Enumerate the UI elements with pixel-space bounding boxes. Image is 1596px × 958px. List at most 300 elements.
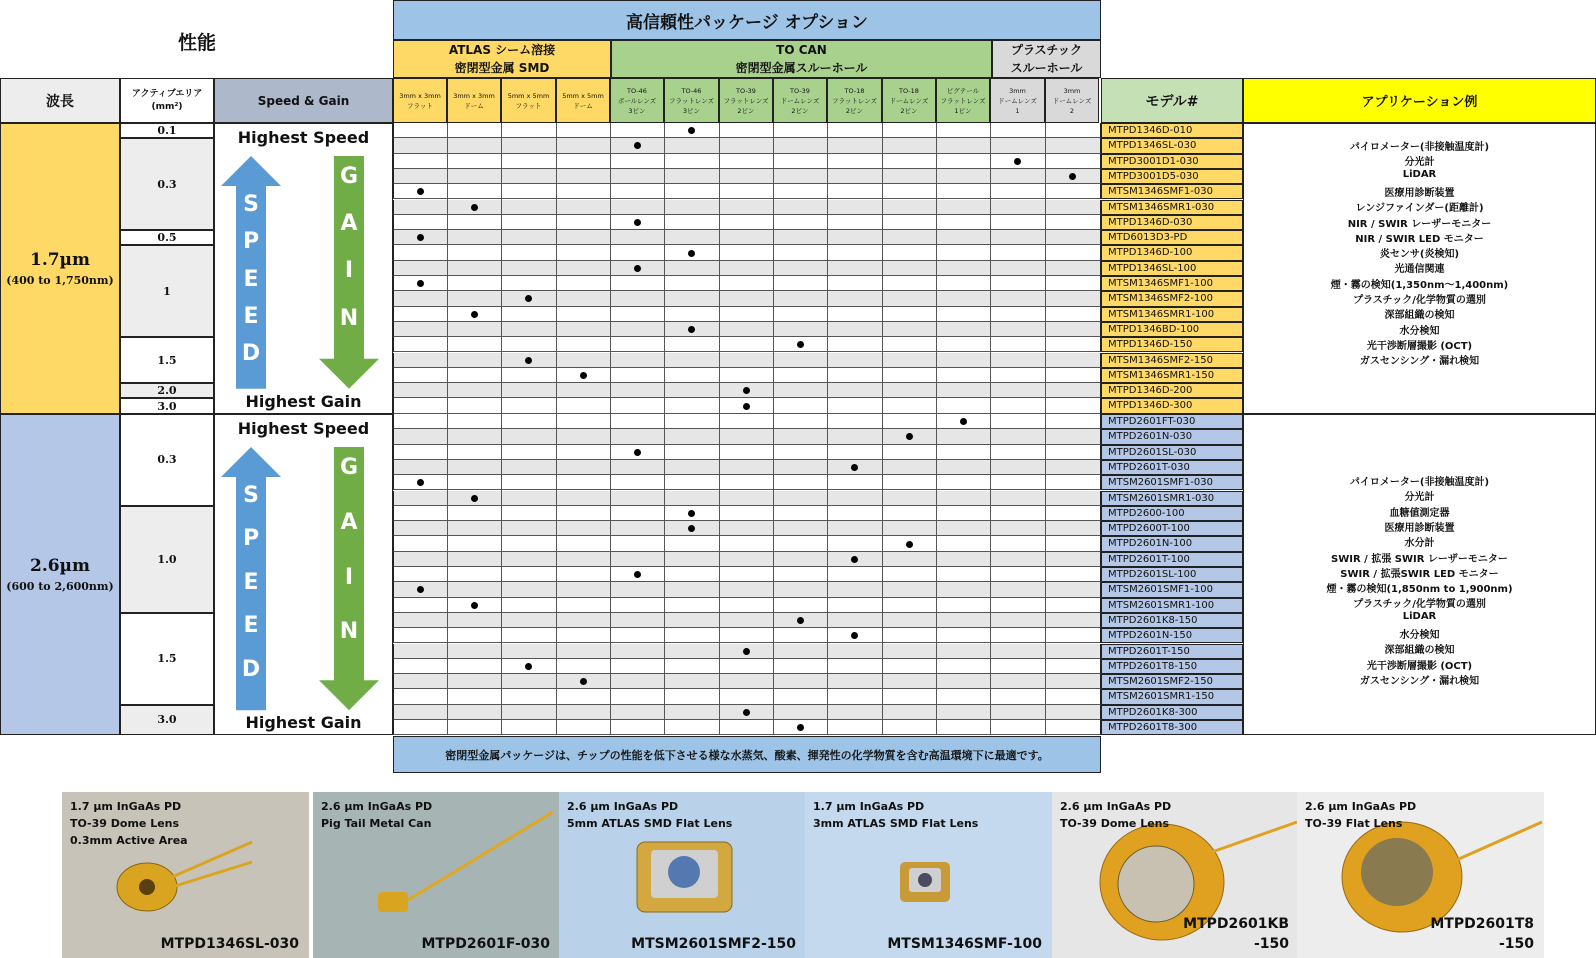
grid-divider <box>936 123 937 414</box>
model-number: MTPD1346D-300 <box>1101 398 1243 413</box>
application-item: 水分計 <box>1404 538 1435 550</box>
model-number: MTPD1346D-030 <box>1101 215 1243 230</box>
photo-caption-line: 2.6 µm InGaAs PD <box>567 800 679 813</box>
product-photo <box>62 792 309 958</box>
gain-letter: G <box>339 455 359 480</box>
column-header-line: 2 <box>1069 106 1075 115</box>
application-item: パイロメーター(非接触温度計) <box>1349 142 1490 153</box>
photo-caption-line: 2.6 µm InGaAs PD <box>321 800 433 813</box>
active-area-cell: 0.5 <box>120 230 214 245</box>
availability-dot <box>1014 158 1021 165</box>
grid-divider <box>719 123 720 414</box>
highest-speed-label: Highest Speed <box>237 419 370 438</box>
photo-caption <box>70 798 188 849</box>
speed-letter: P <box>242 526 260 552</box>
column-header-line: 2ピン <box>900 106 918 115</box>
table-row <box>393 674 1101 689</box>
product-photo <box>559 792 806 958</box>
availability-dot <box>634 571 641 578</box>
photo-model-line: -150 <box>1498 936 1534 952</box>
availability-dot <box>471 311 478 318</box>
table-row <box>393 475 1101 490</box>
model-number: MTPD2601T-030 <box>1101 460 1243 475</box>
header-wavelength: 波長 <box>0 78 120 123</box>
column-header-line: 3ピン <box>628 106 646 115</box>
model-number: MTPD2601T8-150 <box>1101 659 1243 674</box>
application-item: SWIR / 拡張SWIR LED モニター <box>1340 568 1499 580</box>
group-plastic-line1: プラスチック <box>1010 43 1083 57</box>
active-area-cell: 3.0 <box>120 705 214 736</box>
column-header-line: 2ピン <box>845 106 864 115</box>
availability-dot <box>906 541 913 548</box>
table-row <box>393 138 1101 153</box>
application-item: 深部組織の検知 <box>1384 310 1455 322</box>
photo-caption <box>567 798 732 832</box>
table-row <box>393 414 1101 429</box>
speed-letter: E <box>243 569 259 595</box>
model-number: MTSM1346SMF2-150 <box>1101 353 1243 368</box>
application-item: ガスセンシング・漏れ検知 <box>1359 675 1480 687</box>
speed-letter: S <box>243 192 259 217</box>
application-item: 煙・霧の検知(1,850nm to 1,900nm) <box>1326 584 1513 596</box>
column-header <box>773 78 827 123</box>
gain-letter: A <box>340 211 358 237</box>
column-header-line: 1ピン <box>954 106 972 115</box>
application-item: プラスチック/化学物質の選別 <box>1353 599 1486 611</box>
table-row <box>393 184 1101 199</box>
model-number: MTSM2601SMR1-150 <box>1101 689 1243 704</box>
availability-dot <box>851 556 858 563</box>
column-header <box>1045 78 1099 123</box>
wavelength-cell <box>0 414 120 735</box>
photo-model-line: MTSM2601SMF2-150 <box>631 936 796 952</box>
column-header <box>556 78 610 123</box>
active-area-cell: 0.1 <box>120 123 214 138</box>
photo-model-line: MTPD1346SL-030 <box>160 936 299 952</box>
photo-model-line: MTPD2601T8 <box>1430 916 1534 932</box>
grid-divider <box>447 123 448 414</box>
active-area-cell: 1.5 <box>120 337 214 383</box>
grid-divider <box>664 123 665 414</box>
column-header-line: ドーム <box>573 101 593 110</box>
highest-gain-label: Highest Gain <box>245 391 362 411</box>
column-header-line: 2ピン <box>737 106 755 115</box>
application-list <box>1243 414 1596 735</box>
model-number: MTSM2601SMR1-030 <box>1101 491 1243 506</box>
photo-model-label <box>887 934 1042 954</box>
group-atlas-smd <box>393 40 611 78</box>
photo-model-line: MTPD2601KB <box>1183 916 1289 932</box>
model-number: MTPD1346D-010 <box>1101 123 1243 138</box>
model-number: MTSM1346SMF1-030 <box>1101 184 1243 199</box>
availability-dot <box>471 495 478 502</box>
grid-divider <box>773 123 774 414</box>
column-header <box>882 78 936 123</box>
column-header <box>990 78 1045 123</box>
column-header-line: フラットレンズ <box>831 96 877 105</box>
table-row <box>393 491 1101 506</box>
column-header-line: TO-46 <box>627 86 647 95</box>
availability-dot <box>797 724 804 731</box>
wavelength-cell <box>0 123 120 414</box>
table-row <box>393 429 1101 444</box>
availability-dot <box>743 403 750 410</box>
model-number: MTPD2601FT-030 <box>1101 414 1243 429</box>
application-item: レンジファインダー(距離計) <box>1355 203 1484 215</box>
grid-divider <box>501 123 502 414</box>
active-area-cell: 1 <box>120 245 214 337</box>
availability-dot <box>634 219 641 226</box>
column-header-line: フラットレンズ <box>940 96 986 105</box>
speed-letter: D <box>241 656 261 682</box>
availability-dot <box>634 449 641 456</box>
column-header-line: フラットレンズ <box>668 96 714 105</box>
grid-divider <box>610 123 611 414</box>
product-photo <box>1297 792 1544 958</box>
speed-letter: E <box>243 266 259 292</box>
model-number: MTPD2600T-100 <box>1101 521 1243 536</box>
grid-divider <box>936 414 937 735</box>
photo-caption <box>1060 798 1171 832</box>
column-header-line: 1 <box>1015 106 1020 115</box>
gain-letter: N <box>339 305 359 331</box>
photo-caption-line: 0.3mm Active Area <box>70 834 188 847</box>
column-header-line: 3mm <box>1009 86 1026 95</box>
availability-dot <box>851 464 858 471</box>
table-row <box>393 123 1101 138</box>
table-row <box>393 567 1101 582</box>
highest-gain-label: Highest Gain <box>245 713 362 733</box>
wavelength-value: 1.7µm <box>29 249 90 270</box>
column-header-line: ボールレンズ <box>617 96 657 105</box>
availability-dot <box>906 433 913 440</box>
page-title: 性能 <box>178 32 217 54</box>
group-tocan-line1: TO CAN <box>776 43 827 57</box>
photo-caption-line: 3mm ATLAS SMD Flat Lens <box>813 817 979 830</box>
grid-divider <box>556 414 557 735</box>
active-area-cell: 1.5 <box>120 613 214 705</box>
speed-letter: S <box>243 483 259 508</box>
grid-divider <box>773 414 774 735</box>
grid-divider <box>827 123 828 414</box>
availability-dot <box>743 648 750 655</box>
table-row <box>393 506 1101 521</box>
column-header-line: 3mm <box>1063 86 1081 95</box>
wavelength-range: (600 to 2,600nm) <box>6 580 114 594</box>
photo-caption-line: 2.6 µm InGaAs PD <box>1060 800 1172 813</box>
column-header-line: ドームレンズ <box>780 96 820 105</box>
availability-dot <box>634 142 641 149</box>
model-number: MTSM1346SMF1-100 <box>1101 276 1243 291</box>
model-number: MTPD2601K8-150 <box>1101 613 1243 628</box>
photo-caption-line: 5mm ATLAS SMD Flat Lens <box>567 817 733 830</box>
model-number: MTPD2601N-100 <box>1101 536 1243 551</box>
product-photo <box>805 792 1052 958</box>
model-number: MTPD3001D1-030 <box>1101 154 1243 169</box>
application-item: 医療用診断装置 <box>1384 522 1455 534</box>
grid-divider <box>827 414 828 735</box>
column-header <box>447 78 501 123</box>
gain-letter: I <box>344 564 354 590</box>
table-row <box>393 307 1101 322</box>
application-item: 煙・霧の検知(1,350nm～1,400nm) <box>1330 279 1509 291</box>
group-plastic-line2: スルーホール <box>1010 61 1083 75</box>
table-row <box>393 659 1101 674</box>
table-row <box>393 368 1101 383</box>
availability-dot <box>417 280 424 287</box>
speed-letter: P <box>242 229 260 255</box>
column-header-line: 2ピン <box>791 106 809 115</box>
grid-divider <box>501 414 502 735</box>
availability-dot <box>580 678 587 685</box>
column-header-line: 3mm x 3mm <box>453 91 495 100</box>
model-number: MTPD2601K8-300 <box>1101 705 1243 720</box>
availability-dot <box>960 418 967 425</box>
application-item: LiDAR <box>1402 610 1437 622</box>
grid-divider <box>990 414 991 735</box>
header-area-line1: アクティブエリア <box>131 88 203 99</box>
application-item: 分光計 <box>1404 492 1435 504</box>
table-row <box>393 245 1101 260</box>
table-row <box>393 337 1101 352</box>
photo-caption-line: 2.6 µm InGaAs PD <box>1305 800 1417 813</box>
speed-gain-panel <box>214 414 393 735</box>
table-row <box>393 154 1101 169</box>
table-row <box>393 445 1101 460</box>
photo-model-label <box>1183 914 1289 954</box>
application-item: 水分検知 <box>1399 325 1440 337</box>
model-number: MTPD2601T-100 <box>1101 552 1243 567</box>
photo-model-line: MTSM1346SMF-100 <box>887 936 1042 952</box>
table-row <box>393 261 1101 276</box>
photo-caption-line: Pig Tail Metal Can <box>321 817 432 830</box>
column-header-line: 5mm x 5mm <box>562 91 604 100</box>
model-number: MTPD2601N-030 <box>1101 429 1243 444</box>
table-row <box>393 276 1101 291</box>
table-row <box>393 169 1101 184</box>
application-item: NIR / SWIR LED モニター <box>1355 233 1484 245</box>
column-header-line: ドームレンズ <box>1052 96 1092 105</box>
availability-dot <box>688 510 695 517</box>
column-header-line: TO-39 <box>736 86 756 95</box>
application-item: 光干渉断層撮影 (OCT) <box>1366 660 1473 672</box>
availability-dot <box>471 602 478 609</box>
model-number: MTPD1346D-200 <box>1101 383 1243 398</box>
model-number: MTSM2601SMF2-150 <box>1101 674 1243 689</box>
application-item: NIR / SWIR レーザーモニター <box>1347 218 1492 230</box>
column-header <box>501 78 556 123</box>
model-number: MTPD1346D-150 <box>1101 337 1243 352</box>
photo-model-label <box>1430 914 1534 954</box>
product-photo <box>313 792 560 958</box>
table-row <box>393 230 1101 245</box>
photo-model-line: -150 <box>1253 936 1289 952</box>
speed-letter: D <box>241 341 261 367</box>
availability-dot <box>688 326 695 333</box>
active-area-cell: 0.3 <box>120 414 214 506</box>
application-item: パイロメーター(非接触温度計) <box>1349 477 1490 488</box>
header-area-line2: (mm²) <box>151 101 183 112</box>
model-number: MTPD1346SL-030 <box>1101 138 1243 153</box>
model-number: MTPD1346D-100 <box>1101 245 1243 260</box>
application-item: 深部組織の検知 <box>1384 645 1455 657</box>
table-row <box>393 720 1101 735</box>
column-header-line: ピグテール <box>946 86 980 95</box>
grid-divider <box>719 414 720 735</box>
highest-speed-label: Highest Speed <box>237 128 370 147</box>
photo-caption-line: 1.7 µm InGaAs PD <box>813 800 925 813</box>
table-row <box>393 460 1101 475</box>
header-model: モデル# <box>1101 78 1243 123</box>
table-row <box>393 200 1101 215</box>
model-number: MTPD1346SL-100 <box>1101 261 1243 276</box>
active-area-cell: 0.3 <box>120 138 214 230</box>
table-row <box>393 353 1101 368</box>
availability-dot <box>1069 173 1076 180</box>
column-header <box>827 78 882 123</box>
active-area-cell: 1.0 <box>120 506 214 613</box>
speed-letter: E <box>243 304 259 330</box>
availability-dot <box>580 372 587 379</box>
column-header-line: TO-39 <box>790 86 810 95</box>
availability-dot <box>797 617 804 624</box>
model-number: MTSM1346SMR1-150 <box>1101 368 1243 383</box>
application-item: 光通信関連 <box>1394 264 1445 276</box>
model-number: MTPD2601SL-030 <box>1101 445 1243 460</box>
footer-note: 密閉型金属パッケージは、チップの性能を低下させる様な水蒸気、酸素、揮発性の化学物質を含む高温環境下に最適です。 <box>393 736 1101 773</box>
column-header-line: TO-18 <box>844 86 865 95</box>
header-speed-gain: Speed & Gain <box>214 78 393 123</box>
grid-divider <box>1045 123 1046 414</box>
table-row <box>393 521 1101 536</box>
table-row <box>393 628 1101 643</box>
photo-model-label <box>422 934 551 954</box>
availability-dot <box>417 479 424 486</box>
column-header-line: フラット <box>515 101 542 110</box>
application-item: 分光計 <box>1404 157 1435 169</box>
header-application: アプリケーション例 <box>1243 78 1596 123</box>
gain-letter: G <box>339 164 359 189</box>
photo-model-line: MTPD2601F-030 <box>421 936 550 952</box>
availability-dot <box>688 250 695 257</box>
table-row <box>393 613 1101 628</box>
gain-letter: N <box>339 619 359 645</box>
application-item: 光干渉断層撮影 (OCT) <box>1366 340 1473 352</box>
table-row <box>393 291 1101 306</box>
group-tocan-line2: 密閉型金属スルーホール <box>735 61 868 75</box>
header-active-area <box>120 78 214 123</box>
group-plastic <box>992 40 1101 78</box>
table-row <box>393 552 1101 567</box>
grid-divider <box>556 123 557 414</box>
wavelength-value: 2.6µm <box>29 556 90 577</box>
column-header-line: TO-18 <box>899 86 919 95</box>
model-number: MTSM2601SMR1-100 <box>1101 598 1243 613</box>
application-item: LiDAR <box>1402 168 1437 180</box>
application-list <box>1243 123 1596 414</box>
table-row <box>393 536 1101 551</box>
model-number: MTPD2601N-150 <box>1101 628 1243 643</box>
model-number: MTPD2601SL-100 <box>1101 567 1243 582</box>
column-header-line: フラットレンズ <box>723 96 769 105</box>
grid-divider <box>882 414 883 735</box>
availability-dot <box>525 663 532 670</box>
model-number: MTPD2600-100 <box>1101 506 1243 521</box>
grid-divider <box>1045 414 1046 735</box>
column-header-line: フラット <box>407 101 433 110</box>
application-item: 血糖値測定器 <box>1389 507 1450 519</box>
availability-dot <box>797 341 804 348</box>
availability-dot <box>525 357 532 364</box>
application-item: SWIR / 拡張 SWIR レーザーモニター <box>1331 553 1508 565</box>
table-row <box>393 598 1101 613</box>
availability-dot <box>417 188 424 195</box>
application-item: 医療用診断装置 <box>1384 187 1455 199</box>
table-row <box>393 582 1101 597</box>
photo-model-label <box>631 934 796 954</box>
model-number: MTSM2601SMF1-100 <box>1101 582 1243 597</box>
grid-divider <box>664 414 665 735</box>
availability-dot <box>743 387 750 394</box>
availability-dot <box>634 265 641 272</box>
column-header <box>393 78 447 123</box>
availability-dot <box>417 234 424 241</box>
table-row <box>393 322 1101 337</box>
model-number: MTD6013D3-PD <box>1101 230 1243 245</box>
column-header-line: 5mm x 5mm <box>507 91 550 100</box>
column-header-line: ドームレンズ <box>889 96 929 105</box>
model-number: MTSM1346SMR1-030 <box>1101 200 1243 215</box>
photo-caption-line: TO-39 Flat Lens <box>1305 817 1403 830</box>
speed-letter: E <box>243 613 259 639</box>
model-number: MTSM1346SMR1-100 <box>1101 307 1243 322</box>
package-options-title: 高信頼性パッケージ オプション <box>393 0 1101 40</box>
grid-divider <box>990 123 991 414</box>
model-number: MTPD2601T-150 <box>1101 644 1243 659</box>
model-number: MTPD3001D5-030 <box>1101 169 1243 184</box>
column-header-line: 3mm x 3mm <box>399 91 441 100</box>
column-header-line: ドーム <box>464 101 484 110</box>
table-row <box>393 689 1101 704</box>
photo-model-label <box>161 934 299 954</box>
table-row <box>393 215 1101 230</box>
photo-caption <box>321 798 432 832</box>
active-area-cell: 3.0 <box>120 398 214 413</box>
column-header-line: TO-46 <box>681 86 702 95</box>
application-item: プラスチック/化学物質の選別 <box>1353 295 1486 306</box>
photo-caption <box>1305 798 1416 832</box>
column-header-line: 3ピン <box>682 106 701 115</box>
column-header <box>719 78 773 123</box>
model-number: MTSM2601SMF1-030 <box>1101 475 1243 490</box>
application-item: 炎センサ(炎検知) <box>1379 249 1460 261</box>
active-area-cell: 2.0 <box>120 383 214 398</box>
wavelength-range: (400 to 1,750nm) <box>6 273 114 287</box>
availability-dot <box>417 586 424 593</box>
photo-caption <box>813 798 978 832</box>
group-to-can <box>611 40 992 78</box>
application-item: ガスセンシング・漏れ検知 <box>1359 356 1480 368</box>
availability-dot <box>471 204 478 211</box>
group-atlas-line1: ATLAS シーム溶接 <box>448 43 556 57</box>
grid-divider <box>882 123 883 414</box>
model-number: MTSM1346SMF2-100 <box>1101 291 1243 306</box>
speed-gain-panel <box>214 123 393 414</box>
grid-divider <box>447 414 448 735</box>
photo-caption-line: TO-39 Dome Lens <box>70 817 180 830</box>
availability-dot <box>743 709 750 716</box>
column-header <box>936 78 990 123</box>
